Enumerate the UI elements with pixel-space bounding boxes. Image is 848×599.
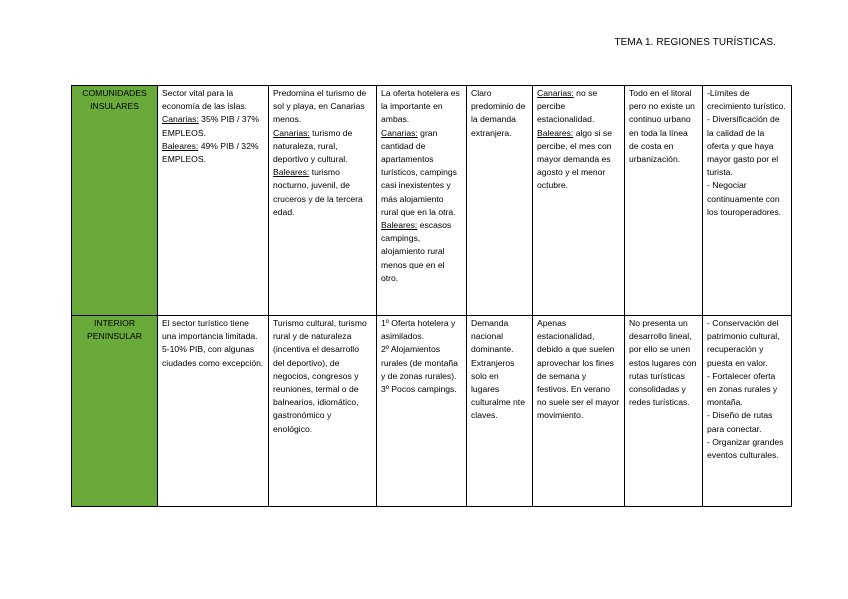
table-cell (269, 86, 377, 316)
table-cell (158, 86, 269, 316)
cell-text: Claro predominio de la demanda extranjera. (471, 88, 526, 138)
cell-text: turismo de naturaleza, rural, deportivo y cultural. (273, 127, 353, 165)
list-item: -Límites de crecimiento turístico. (707, 88, 786, 112)
list-item: - Diversificación de la calidad de la oferta y que haya mayor gasto por el turista. (707, 114, 780, 178)
table-cell (467, 316, 533, 507)
canarias-label: Canarias: (273, 127, 310, 138)
canarias-label: Canarias: (537, 88, 574, 98)
table-cell (533, 86, 625, 316)
cell-text: No presenta un desarrollo lineal, por ello se unen estos lugares con rutas turísticas consolidadas y redes turísticas. (629, 318, 697, 408)
cell-text: no se percibe estacionalidad. (537, 88, 598, 125)
cell-text: El sector turístico tiene una importancia limitada. 5-10% PIB, con algunas ciudades como excepción. (162, 318, 264, 368)
list-item: 2º Alojamientos rurales (de montaña y de zonas rurales). (381, 344, 458, 381)
table-cell (377, 316, 467, 507)
table-row (72, 86, 792, 316)
table-cell (703, 86, 792, 316)
table-row (72, 316, 792, 507)
baleares-label: Baleares: (162, 140, 199, 151)
list-item: - Diseño de rutas para conectar. (707, 410, 773, 434)
cell-text: Sector vital para la economía de las islas. (162, 88, 248, 112)
canarias-label: Canarias: (162, 114, 199, 125)
cell-text: Predomina el turismo de sol y playa, en Canarias menos. (273, 88, 367, 125)
list-item: - Organizar grandes eventos culturales. (707, 436, 784, 461)
cell-text: turismo nocturno, juvenil, de cruceros y de la tercera edad. (273, 167, 363, 217)
cell-text: La oferta hotelera es la importante en ambas. (381, 88, 460, 125)
cell-text: Todo en el litoral pero no existe un continuo urbano en toda la línea de costa en urbanización. (629, 88, 695, 165)
cell-text: 49% PIB / 32% EMPLEOS. (162, 140, 259, 165)
list-item: - Conservación del patrimonio cultural, recuperación y puesta en valor. (707, 318, 780, 368)
cell-text: Apenas estacionalidad, debido a que suelen aprovechar los fines de semana y festivos. En verano no suele ser el mayor movimiento. (537, 318, 620, 421)
baleares-label: Baleares: (537, 127, 574, 138)
table-cell (625, 86, 703, 316)
list-item: - Negociar continuamente con los touroperadores. (707, 180, 782, 217)
region-cell: COMUNIDADES INSULARES (72, 86, 158, 316)
list-item: 1º Oferta hotelera y asimilados. (381, 318, 456, 342)
table-cell (703, 316, 792, 507)
region-cell: INTERIOR PENINSULAR (72, 316, 158, 507)
document-header: TEMA 1. REGIONES TURÍSTICAS. (614, 37, 776, 48)
table-cell (625, 316, 703, 507)
cell-text: 35% PIB / 37% EMPLEOS. (162, 114, 259, 138)
table-cell (467, 86, 533, 316)
cell-text: escasos campings, alojamiento rural menos que en el otro. (381, 220, 452, 283)
cell-text: algo si se percibe, el mes con mayor demanda es agosto y el menor octubre. (537, 127, 613, 191)
canarias-label: Canarias: (381, 127, 418, 138)
table-cell (377, 86, 467, 316)
table-cell (158, 316, 269, 507)
cell-text: Turismo cultural, turismo rural y de naturaleza (incentiva el desarrollo del deportivo), de negocios, congresos y reuniones, termal o de balnearios, idiomático, gastronómico y enológico. (273, 318, 367, 434)
cell-text: gran cantidad de apartamentos turísticos, campings casi inexistentes y más alojamiento rural que en la otra. (381, 127, 457, 217)
baleares-label: Baleares: (381, 220, 418, 231)
regions-table (71, 85, 792, 507)
list-item: 3º Pocos campings. (381, 384, 457, 395)
cell-text: Demanda nacional dominante. Extranjeros solo en lugares culturalme nte claves. (471, 318, 525, 421)
table-cell (269, 316, 377, 507)
baleares-label: Baleares: (273, 167, 310, 178)
table-cell (533, 316, 625, 507)
list-item: - Fortalecer oferta en zonas rurales y montaña. (707, 370, 778, 408)
